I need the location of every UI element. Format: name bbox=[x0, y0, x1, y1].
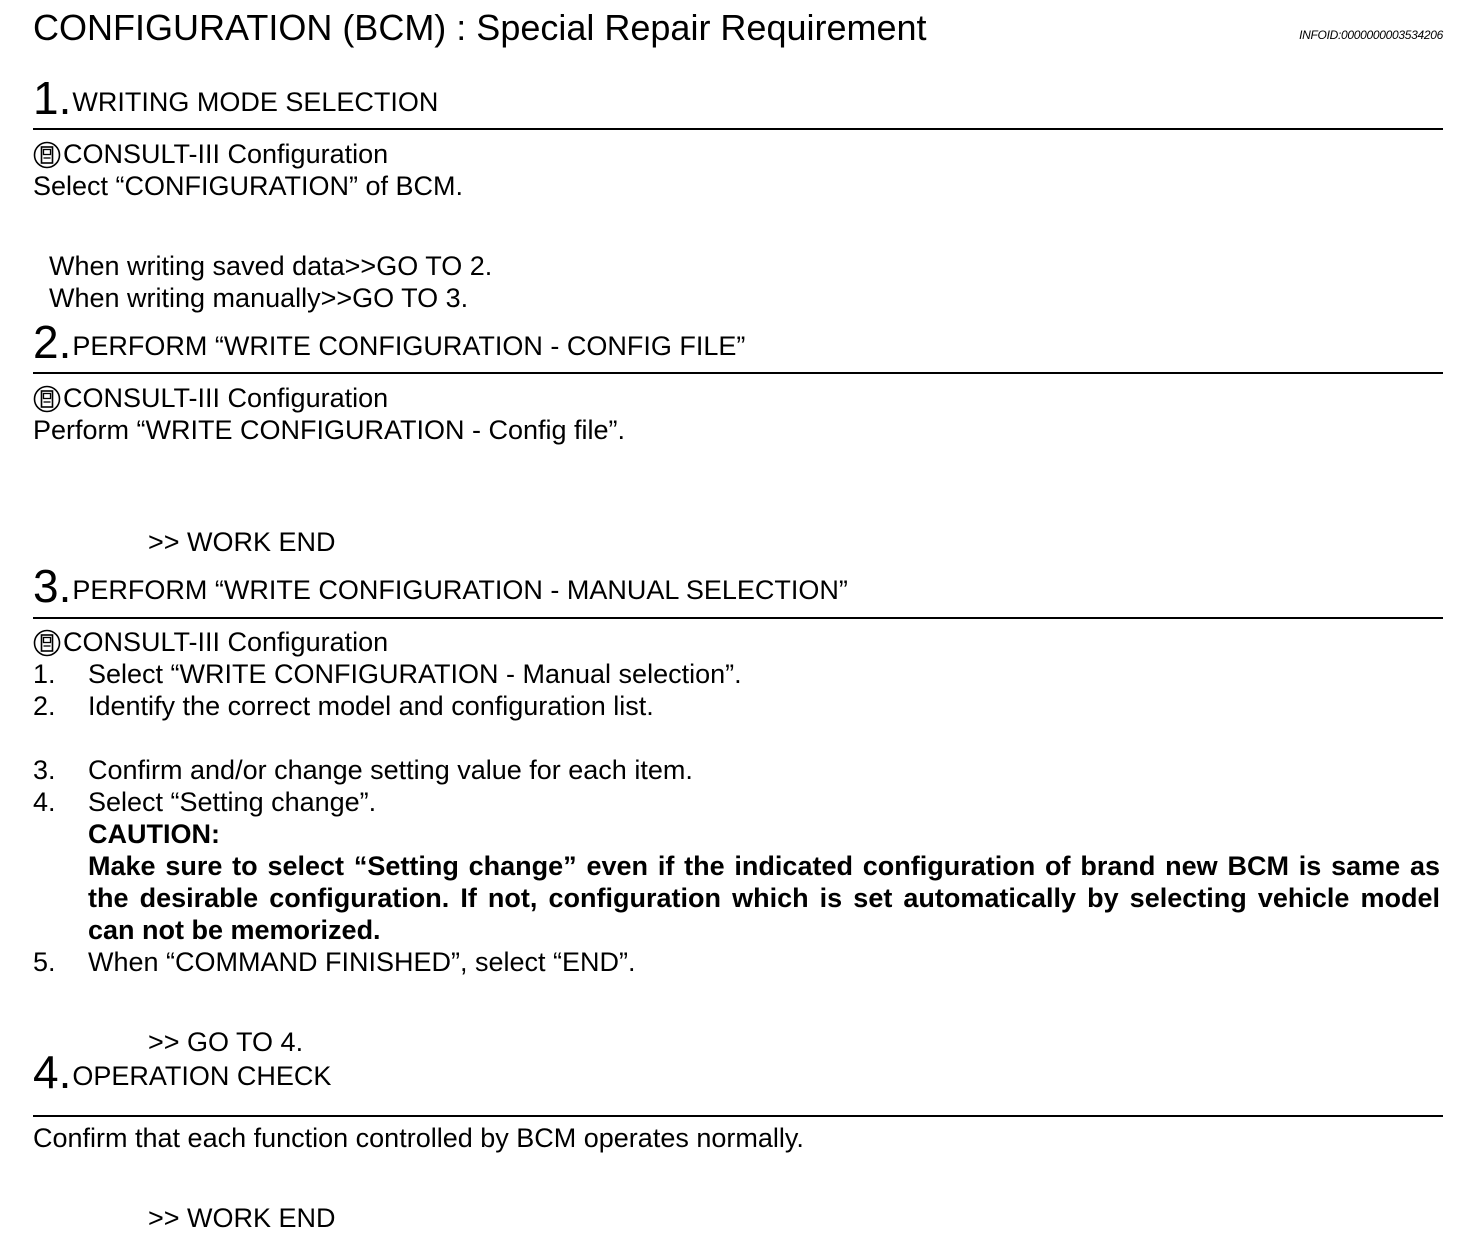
list-item-number: 4. bbox=[33, 787, 56, 817]
branch-saved-data: When writing saved data>>GO TO 2. bbox=[49, 251, 493, 281]
step-number: 4. bbox=[33, 1046, 72, 1098]
step-divider bbox=[33, 617, 1443, 619]
step-title: PERFORM “WRITE CONFIGURATION - CONFIG FILE” bbox=[72, 331, 746, 361]
page-title: CONFIGURATION (BCM) : Special Repair Requirement bbox=[33, 7, 927, 48]
step-number: 1. bbox=[33, 72, 72, 124]
caution-label: CAUTION: bbox=[88, 819, 220, 849]
step-divider bbox=[33, 372, 1443, 374]
list-item-text: Confirm and/or change setting value for each item. bbox=[88, 755, 693, 785]
list-item-text: Identify the correct model and configuration list. bbox=[88, 691, 654, 721]
step-4-heading bbox=[33, 1046, 332, 1098]
step-divider bbox=[33, 128, 1443, 130]
step-instruction: Perform “WRITE CONFIGURATION - Config file”. bbox=[33, 415, 626, 445]
list-item-number: 3. bbox=[33, 755, 56, 785]
step-number: 2. bbox=[33, 316, 72, 368]
step-instruction: Confirm that each function controlled by BCM operates normally. bbox=[33, 1123, 804, 1153]
list-item-number: 5. bbox=[33, 947, 56, 977]
step-result: >> GO TO 4. bbox=[148, 1027, 304, 1057]
tool-label: CONSULT-III Configuration bbox=[63, 627, 389, 657]
consult-iii-icon bbox=[33, 629, 61, 657]
list-item-number: 2. bbox=[33, 691, 56, 721]
step-divider bbox=[33, 1115, 1443, 1117]
caution-text: Make sure to select “Setting change” even if the indicated configuration of brand new BCM is same as the desirable configuration. If not, configuration which is set automatically by selecting vehicle model can not be memorized. bbox=[88, 851, 1440, 945]
step-3-heading bbox=[33, 560, 848, 612]
step-result: >> WORK END bbox=[148, 527, 336, 557]
branch-manual: When writing manually>>GO TO 3. bbox=[49, 283, 469, 313]
consult-iii-icon bbox=[33, 385, 61, 413]
step-2-heading bbox=[33, 316, 746, 368]
consult-iii-icon bbox=[33, 141, 61, 169]
step-number: 3. bbox=[33, 560, 72, 612]
list-item-text: Select “Setting change”. bbox=[88, 787, 377, 817]
step-title: WRITING MODE SELECTION bbox=[72, 87, 439, 117]
step-instruction: Select “CONFIGURATION” of BCM. bbox=[33, 171, 464, 201]
list-item-number: 1. bbox=[33, 659, 56, 689]
step-title: OPERATION CHECK bbox=[72, 1061, 332, 1091]
tool-label: CONSULT-III Configuration bbox=[63, 139, 389, 169]
step-1-heading bbox=[33, 72, 439, 124]
list-item-text: When “COMMAND FINISHED”, select “END”. bbox=[88, 947, 636, 977]
tool-label: CONSULT-III Configuration bbox=[63, 383, 389, 413]
list-item-text: Select “WRITE CONFIGURATION - Manual selection”. bbox=[88, 659, 742, 689]
step-result: >> WORK END bbox=[148, 1203, 336, 1233]
info-id: INFOID:0000000003534206 bbox=[1299, 28, 1443, 42]
step-title: PERFORM “WRITE CONFIGURATION - MANUAL SELECTION” bbox=[72, 575, 848, 605]
